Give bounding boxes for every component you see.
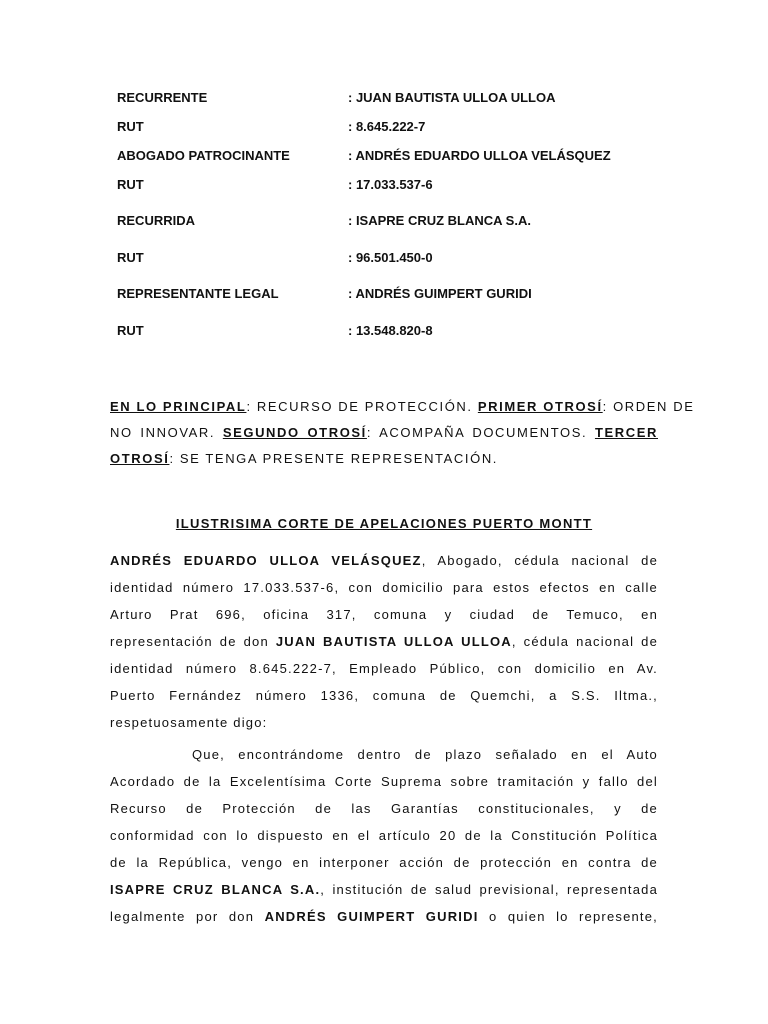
party-row [117,177,677,197]
text-line: identidad número 17.033.537-6, con domicilio para estos efectos en calle [110,580,658,595]
party-value: : ANDRÉS EDUARDO ULLOA VELÁSQUEZ [348,148,611,163]
party-value: : 13.548.820-8 [348,323,433,338]
text-line [110,903,658,930]
party-row [117,323,677,343]
sumilla-line [110,420,658,446]
party-row [117,286,677,306]
party-value: : 17.033.537-6 [348,177,433,192]
client-name: JUAN BAUTISTA ULLOA ULLOA [275,634,512,649]
intro-paragraph [110,547,658,736]
text-line: conformidad con lo dispuesto en el artículo 20 de la Constitución Política [110,828,658,843]
sumilla-line [110,446,658,472]
text-line: de la República, vengo en interponer acción de protección en contra de [110,855,658,870]
sumilla [110,394,695,472]
party-label: RECURRIDA [117,213,195,228]
text-line: Arturo Prat 696, oficina 317, comuna y ciudad de Temuco, en [110,607,658,622]
primer-otrosi-text: : ORDEN DE [602,399,695,414]
party-row [117,90,677,110]
text-line [110,876,658,903]
text-span: representación de don [110,634,276,649]
text-span: , institución de salud previsional, representada [320,882,659,897]
principal-text: : RECURSO DE PROTECCIÓN. [246,399,473,414]
party-row [117,119,677,139]
party-value: : 96.501.450-0 [348,250,433,265]
text-line [110,547,658,574]
text-line [110,628,658,655]
text-line: Puerto Fernández número 1336, comuna de Quemchi, a S.S. Iltma., [110,688,658,703]
sumilla-line [110,394,695,420]
principal-label: EN LO PRINCIPAL [110,399,247,414]
primer-otrosi-text-cont: NO INNOVAR. [110,425,216,440]
text-line: identidad número 8.645.222-7, Empleado Público, con domicilio en Av. [110,661,658,676]
segundo-otrosi-label: SEGUNDO OTROSÍ [222,425,367,440]
party-label: REPRESENTANTE LEGAL [117,286,279,301]
text-line: Acordado de la Excelentísima Corte Suprema sobre tramitación y fallo del [110,774,658,789]
party-row [117,250,677,270]
text-span: , Abogado, cédula nacional de [421,553,658,568]
party-label: RUT [117,250,144,265]
party-row [117,148,677,168]
tercer-otrosi-text: : SE TENGA PRESENTE REPRESENTACIÓN. [169,451,499,466]
party-label: ABOGADO PATROCINANTE [117,148,290,163]
party-value: : 8.645.222-7 [348,119,426,134]
tercer-otrosi-label-cont: OTROSÍ [110,451,170,466]
segundo-otrosi-text: : ACOMPAÑA DOCUMENTOS. [366,425,588,440]
text-span: o quien lo represente, [478,909,658,924]
tercer-otrosi-label: TERCER [594,425,658,440]
party-value: : JUAN BAUTISTA ULLOA ULLOA [348,90,556,105]
text-line: Que, encontrándome dentro de plazo señalado en el Auto [192,747,658,762]
primer-otrosi-label: PRIMER OTROSÍ [477,399,603,414]
party-label: RECURRENTE [117,90,208,105]
text-span: , cédula nacional de [511,634,658,649]
text-line: Recurso de Protección de las Garantías constitucionales, y de [110,801,658,816]
party-label: RUT [117,119,144,134]
representative-name: ANDRÉS GUIMPERT GURIDI [264,909,479,924]
party-label: RUT [117,177,144,192]
party-value: : ISAPRE CRUZ BLANCA S.A. [348,213,531,228]
party-value: : ANDRÉS GUIMPERT GURIDI [348,286,532,301]
party-row [117,213,677,233]
text-span: legalmente por don [110,909,265,924]
court-title: ILUSTRISIMA CORTE DE APELACIONES PUERTO MONTT [175,516,593,531]
lawyer-name: ANDRÉS EDUARDO ULLOA VELÁSQUEZ [110,553,422,568]
party-label: RUT [117,323,144,338]
text-line: respetuosamente digo: [110,715,268,730]
isapre-name: ISAPRE CRUZ BLANCA S.A. [110,882,321,897]
body-paragraph [110,741,658,930]
